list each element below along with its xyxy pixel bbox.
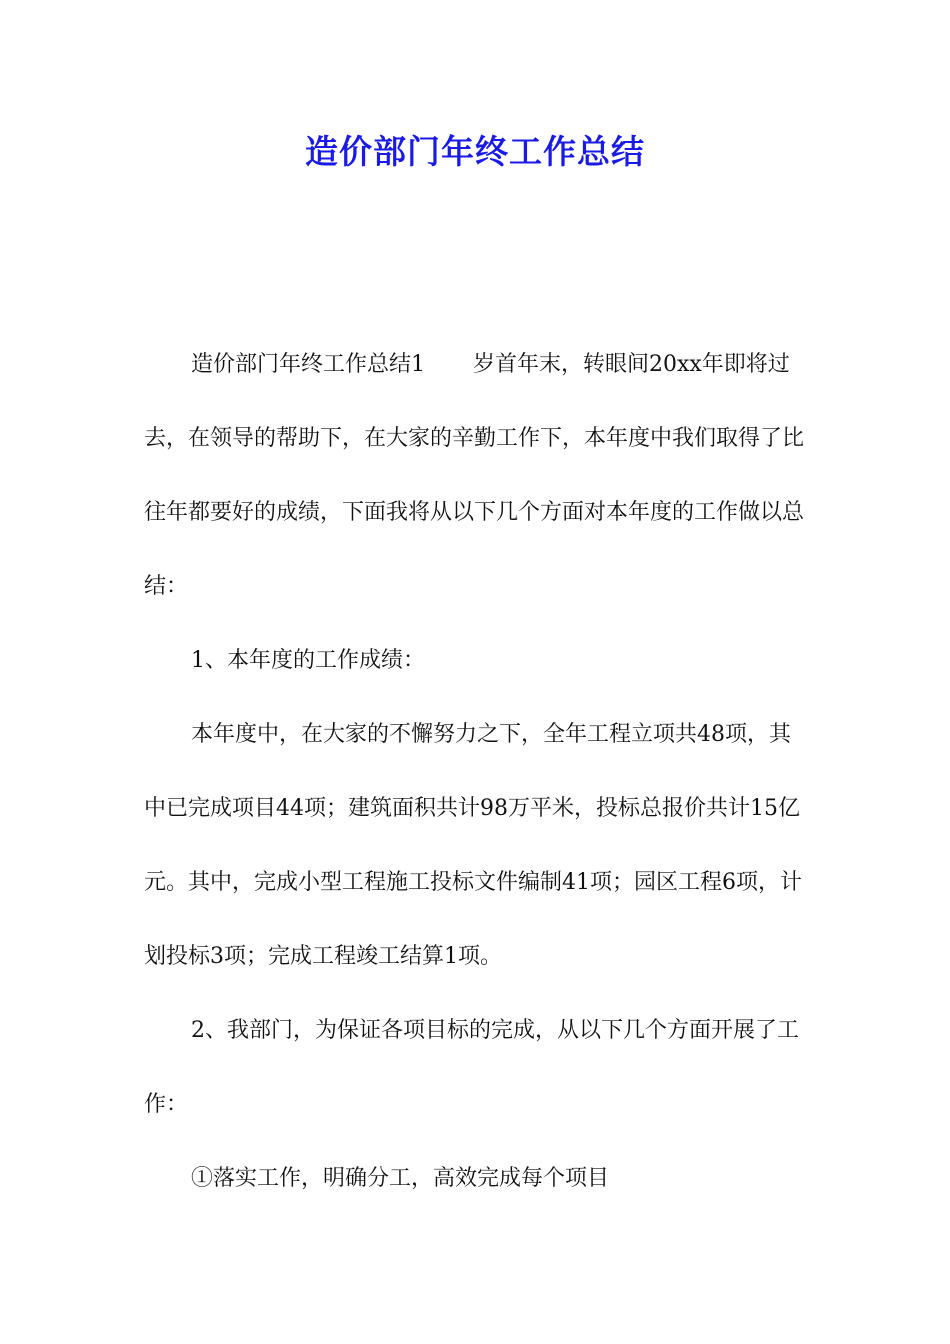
intro-heading: 造价部门年终工作总结1 bbox=[191, 352, 425, 377]
section1-paragraph: 本年度中，在大家的不懈努力之下，全年工程立项共48项，其中已完成项目44项；建筑面积共计98万平米，投标总报价共计15亿元。其中，完成小型工程施工投标文件编制41项；园区工程6项，计划投标3项；完成工程竣工结算1项。 bbox=[144, 722, 802, 969]
section1-heading: 1、本年度的工作成绩： bbox=[191, 648, 425, 673]
item1-paragraph: ①落实工作，明确分工，高效完成每个项目 bbox=[191, 1166, 610, 1191]
intro-paragraph bbox=[144, 328, 809, 624]
document-title: 造价部门年终工作总结 bbox=[305, 132, 645, 171]
section2-heading: 2、我部门，为保证各项目标的完成，从以下几个方面开展了工作： bbox=[144, 1018, 799, 1117]
document-body bbox=[144, 328, 809, 1216]
intro-text: 岁首年末，转眼间20xx年即将过去，在领导的帮助下，在大家的辛勤工作下，本年度中我们取得了比往年都要好的成绩，下面我将从以下几个方面对本年度的工作做以总结： bbox=[144, 352, 805, 599]
